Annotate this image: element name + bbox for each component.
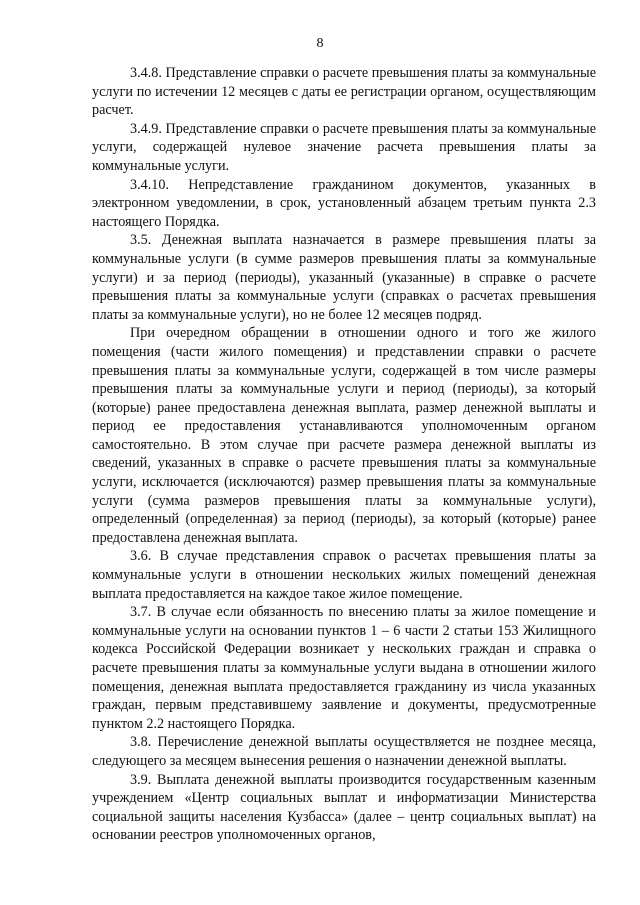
document-body — [92, 64, 596, 845]
paragraph-3-4-9: 3.4.9. Представление справки о расчете превышения платы за коммунальные услуги, содержащей нулевое значение расчета превышения платы за коммунальные услуги. — [92, 120, 596, 174]
paragraph-3-4-8: 3.4.8. Представление справки о расчете превышения платы за коммунальные услуги по истечении 12 месяцев с даты ее регистрации органом, осуществляющим расчет. — [92, 65, 596, 119]
paragraph-3-7: 3.7. В случае если обязанность по внесению платы за жилое помещение и коммунальные услуги на основании пунктов 1 – 6 части 2 статьи 153 Жилищного кодекса Российской Федерации возникает у нескольких граждан и справка о расчете превышения платы за коммунальные услуги выдана в отношении жилого помещения, денежная выплата предоставляется гражданину из числа указанных граждан, первым представившему заявление и документы, предусмотренные пунктом 2.2 настоящего Порядка. — [92, 604, 596, 732]
paragraph-3-5: 3.5. Денежная выплата назначается в размере превышения платы за коммунальные услуги (в сумме размеров превышения платы за коммунальные услуги) и за период (периоды), указанный (указанные) в справке о расчете превышения платы за коммунальные услуги (справках о расчетах превышения платы за коммунальные услуги), но не более 12 месяцев подряд. — [92, 232, 596, 323]
page-number: 8 — [316, 36, 324, 51]
paragraph-3-4-10: 3.4.10. Непредставление гражданином документов, указанных в электронном уведомлении, в срок, установленный абзацем третьим пункта 2.3 настоящего Порядка. — [92, 176, 596, 230]
paragraph-3-9: 3.9. Выплата денежной выплаты производится государственным казенным учреждением «Центр социальных выплат и информатизации Министерства социальной защиты населения Кузбасса» (далее – центр социальных выплат) на основании реестров уполномоченных органов, — [92, 771, 596, 844]
paragraph-repeat-application: При очередном обращении в отношении одного и того же жилого помещения (части жилого помещения) и представлении справки о расчете превышения платы за коммунальные услуги, содержащей в том числе размеры превышения платы за коммунальные услуги и период (периоды), за который (которые) ранее предоставлена денежная выплата, размер денежной выплаты и период ее предоставления устанавливаются уполномоченным органом самостоятельно. В этом случае при расчете размера денежной выплаты из сведений, указанных в справке о расчете превышения платы за коммунальные услуги, исключается (исключаются) размер превышения платы за коммунальные услуги (сумма размеров превышения платы за коммунальные услуги), определенный (определенная) за период (периоды), за который (которые) ранее предоставлена денежная выплата. — [92, 325, 596, 546]
paragraph-3-8: 3.8. Перечисление денежной выплаты осуществляется не позднее месяца, следующего за месяцем вынесения решения о назначении денежной выплаты. — [92, 734, 596, 769]
paragraph-3-6: 3.6. В случае представления справок о расчетах превышения платы за коммунальные услуги в отношении нескольких жилых помещений денежная выплата предоставляется на каждое такое жилое помещение. — [92, 548, 596, 602]
